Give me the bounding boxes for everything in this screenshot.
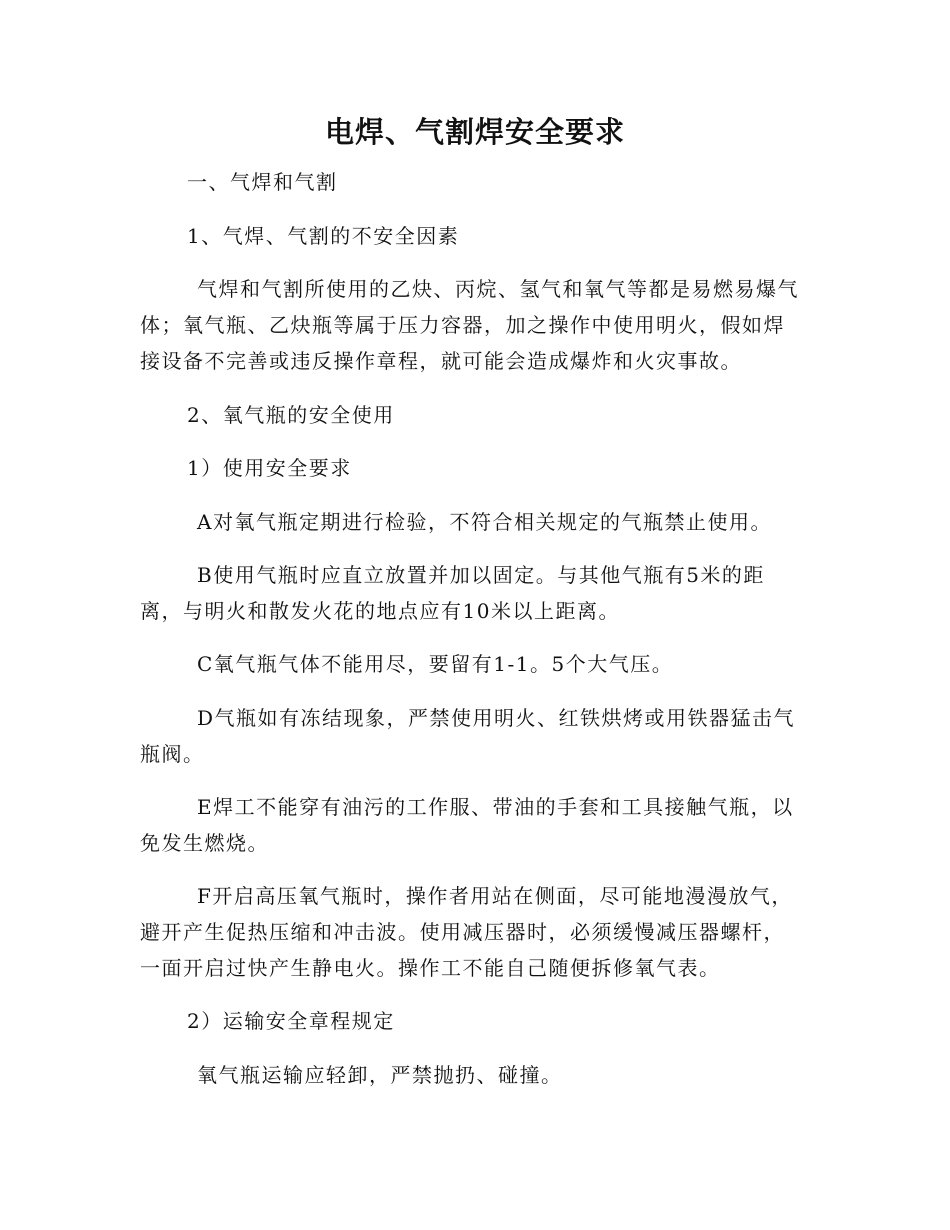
subsection-heading-unsafe-factors: 1、气焊、气割的不安全因素 [187,224,460,248]
page-title: 电焊、气割焊安全要求 [324,115,625,149]
list-item-f-continued: 一面开启过快产生静电火。操作工不能自己随便拆修氧气表。 [140,956,721,980]
list-item-d-continued: 瓶阀。 [140,742,205,766]
subsection-heading-oxygen-cylinder: 2、氧气瓶的安全使用 [187,403,395,427]
list-item-b-continued: 离，与明火和散发火花的地点应有10米以上距离。 [140,599,620,623]
paragraph-line: 气焊和气割所使用的乙炔、丙烷、氢气和氧气等都是易燃易爆气 [197,277,799,301]
paragraph-line: 体；氧气瓶、乙炔瓶等属于压力容器，加之操作中使用明火，假如焊 [140,313,785,337]
list-item-c: C氧气瓶气体不能用尽，要留有1-1。5个大气压。 [197,652,674,676]
list-item-e-continued: 免发生燃烧。 [140,831,269,855]
subsection-heading-usage-requirements: 1）使用安全要求 [187,456,352,480]
paragraph-line: 接设备不完善或违反操作章程，就可能会造成爆炸和火灾事故。 [140,349,742,373]
subsection-heading-transport-rules: 2）运输安全章程规定 [187,1009,395,1033]
paragraph-line: 氧气瓶运输应轻卸，严禁抛扔、碰撞。 [197,1063,563,1087]
section-heading-gas-welding: 一、气焊和气割 [187,170,338,194]
list-item-f: F开启高压氧气瓶时，操作者用站在侧面，尽可能地漫漫放气， [197,884,793,908]
list-item-e: E焊工不能穿有油污的工作服、带油的手套和工具接触气瓶，以 [197,795,794,819]
list-item-b: B使用气瓶时应直立放置并加以固定。与其他气瓶有5米的距 [197,563,765,587]
list-item-f-continued: 避开产生促热压缩和冲击波。使用减压器时，必须缓慢减压器螺杆， [140,920,785,944]
list-item-a: A对氧气瓶定期进行检验，不符合相关规定的气瓶禁止使用。 [197,510,772,534]
list-item-d: D气瓶如有冻结现象，严禁使用明火、红铁烘烤或用铁器猛击气 [197,706,796,730]
